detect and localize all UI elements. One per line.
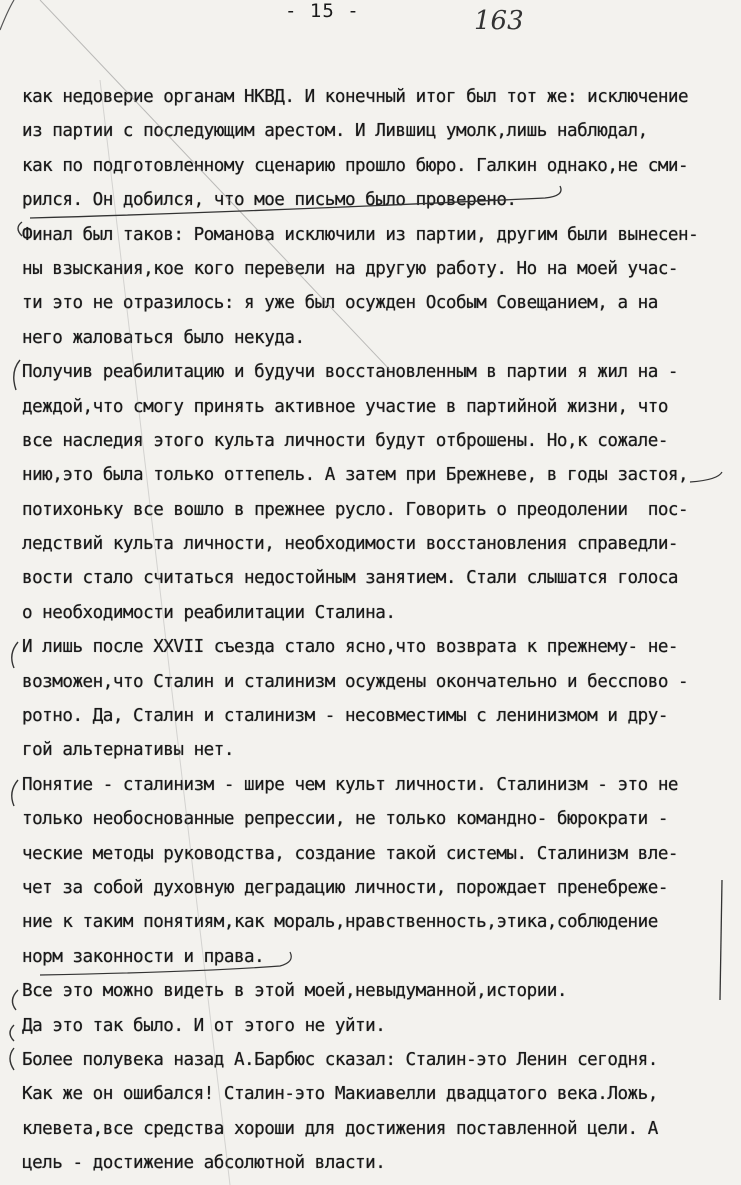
text-line: только необоснованные репрессии, не только командно- бюрократи - bbox=[22, 809, 668, 830]
text-line: Более полувека назад А.Барбюс сказал: Сталин-это Ленин сегодня. bbox=[22, 1049, 658, 1070]
text-line: ческие методы руководства, создание такой системы. Сталинизм вле- bbox=[22, 843, 679, 864]
text-line: чет за собой духовную деградацию личности, порождает пренебреже- bbox=[22, 877, 668, 898]
text-line: о необходимости реабилитации Сталина. bbox=[22, 602, 396, 623]
text-line: как по подготовленному сценарию прошло бюро. Галкин однако,не сми- bbox=[22, 155, 689, 176]
text-line: И лишь после XXVII съезда стало ясно,что возврата к прежнему- не- bbox=[22, 637, 679, 658]
text-line: Получив реабилитацию и будучи восстановленным в партии я жил на - bbox=[22, 362, 679, 383]
text-line: рился. Он добился, что мое письмо было проверено. bbox=[22, 190, 517, 211]
text-line: вости стало считаться недостойным занятием. Стали слышатся голоса bbox=[22, 568, 679, 589]
text-line: все наследия этого культа личности будут отброшены. Но,к сожале- bbox=[22, 430, 668, 451]
text-line: возможен,что Сталин и сталинизм осуждены окончательно и бесспово - bbox=[22, 671, 689, 692]
text-line: потихоньку все вошло в прежнее русло. Говорить о преодолении пос- bbox=[22, 499, 689, 520]
document-body bbox=[8, 80, 741, 1181]
text-line: ние к таким понятиям,как мораль,нравственность,этика,соблюдение bbox=[22, 912, 658, 933]
handwritten-page-number: 163 bbox=[474, 6, 524, 36]
text-line: деждой,что смогу принять активное участие в партийной жизни, что bbox=[22, 396, 668, 417]
text-line: из партии с последующим арестом. И Лившиц умолк,лишь наблюдал, bbox=[22, 121, 648, 142]
page-number: - 15 - bbox=[285, 0, 360, 22]
text-line: ротно. Да, Сталин и сталинизм - несовместимы с ленинизмом и дру- bbox=[22, 706, 668, 727]
text-line: Как же он ошибался! Сталин-это Макиавелли двадцатого века.Ложь, bbox=[22, 1084, 658, 1105]
text-line: Да это так было. И от этого не уйти. bbox=[22, 1015, 386, 1036]
text-line: клевета,все средства хороши для достижения поставленной цели. А bbox=[22, 1118, 658, 1139]
text-line: нию,это была только оттепель. А затем при Брежневе, в годы застоя, bbox=[22, 465, 689, 486]
text-line: цель - достижение абсолютной власти. bbox=[22, 1153, 386, 1174]
text-line: гой альтернативы нет. bbox=[22, 740, 234, 761]
text-line: норм законности и права. bbox=[22, 946, 265, 967]
text-line: ти это не отразилось: я уже был осужден Особым Совещанием, а на bbox=[22, 293, 658, 314]
text-line: Понятие - сталинизм - шире чем культ личности. Сталинизм - это не bbox=[22, 774, 679, 795]
text-line: него жаловаться было некуда. bbox=[22, 327, 305, 348]
corner-mark bbox=[0, 0, 14, 30]
text-line: ледствий культа личности, необходимости восстановления справедли- bbox=[22, 534, 679, 555]
text-line: Все это можно видеть в этой моей,невыдуманной,истории. bbox=[22, 981, 567, 1002]
text-line: как недоверие органам НКВД. И конечный итог был тот же: исключение bbox=[22, 87, 689, 107]
text-line: Финал был таков: Романова исключили из партии, другим были вынесен- bbox=[22, 224, 699, 245]
text-line: ны взыскания,кое кого перевели на другую работу. Но на моей учас- bbox=[22, 258, 679, 279]
